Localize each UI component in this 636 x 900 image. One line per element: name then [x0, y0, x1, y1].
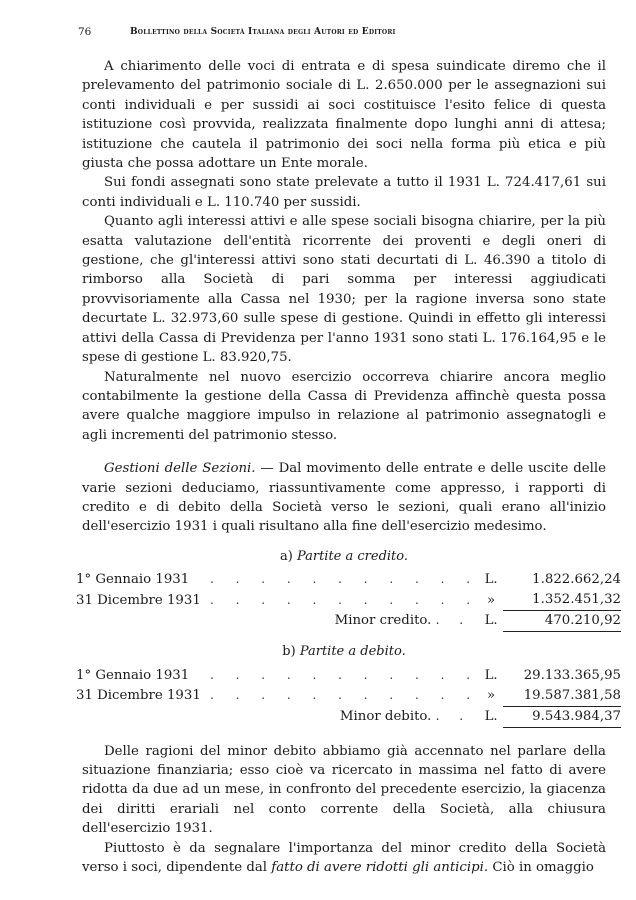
row-currency: L.: [484, 572, 498, 588]
section-heading: Gestioni delle Sezioni.: [104, 461, 256, 477]
table-row-total: [76, 706, 621, 727]
total-currency: L.: [484, 708, 498, 724]
paragraph-7-start: Piuttosto è da segnalare l'importanza del minor credito della Società verso i soci, dipendente dal: [82, 840, 606, 875]
section-text: — Dal movimento delle entrate e delle uscite delle varie sezioni deduciamo, riassuntivamente come appresso, i rapporti di credito e di debito della Società verso le sezioni, quali erano all'inizio dell'esercizio 1931 i quali risultano alla fine dell'esercizio medesimo.: [82, 461, 607, 535]
table-row: [76, 570, 621, 590]
total-dots: . .: [435, 708, 472, 723]
paragraph-1: A chiarimento delle voci di entrata e di spesa suindicate diremo che il prelevamento del patrimonio sociale di L. 2.650.000 per le assegnazioni sui conti individuali e per sussidi ai soci costituisce l'esito felice di questa istituzione così provvida, realizzata finalmente dopo lunghi anni di attesa; istituzione che cautela il patrimonio dei soci nella forma più etica e più giusta che possa adottare un Ente morale.: [82, 59, 606, 172]
paragraph-6: Delle ragioni del minor debito abbiamo già accennato nel parlare della situazione finanziaria; esso cioè va ricercato in massima nel fatto di avere ridotta da due ad un mese, in confronto del precedente esercizio, la giacenza dei diritti erariali nel conto corrente della Società, alla chiusura dell'esercizio 1931.: [82, 743, 606, 837]
table-row: [76, 666, 621, 686]
row-amount: 19.587.381,58: [503, 686, 621, 707]
leader-dots: . . . . . . . . . . .: [210, 572, 480, 587]
row-amount: 1.352.451,32: [503, 590, 621, 611]
row-amount: 29.133.365,95: [523, 667, 621, 683]
paragraph-7-end: Ciò in omaggio: [488, 860, 594, 875]
row-currency: L.: [484, 667, 498, 683]
row-currency: »: [487, 592, 496, 608]
total-dots: . .: [435, 613, 472, 628]
paragraph-2: Sui fondi assegnati sono state prelevate a tutto il 1931 L. 724.417,61 sui conti individuali e L. 110.740 per sussidi.: [82, 175, 606, 210]
table-row-total: [76, 611, 621, 632]
row-date: 1° Gennaio 1931: [76, 667, 190, 683]
subtitle-debit: [82, 642, 606, 661]
total-currency: L.: [484, 613, 498, 629]
subtitle-debit-title: Partite a debito.: [299, 644, 406, 660]
leader-dots: . . . . . . . . . . .: [210, 667, 480, 682]
total-amount: 9.543.984,37: [503, 706, 621, 727]
body-text: [76, 57, 621, 877]
page-number: 76: [78, 26, 92, 38]
table-row: [76, 686, 621, 707]
row-date: 1° Gennaio 1931: [76, 572, 190, 588]
total-label: Minor credito.: [334, 613, 432, 629]
leader-dots: . . . . . . . . . . .: [210, 688, 480, 703]
subtitle-credit: [82, 547, 606, 566]
running-title: Bollettino della Società Italiana degli Autori ed Editori: [130, 27, 396, 37]
running-header: [78, 26, 608, 42]
paragraph-7: [82, 839, 606, 878]
total-label: Minor debito.: [339, 708, 432, 724]
credit-table: [76, 570, 621, 632]
row-date: 31 Dicembre 1931: [76, 688, 201, 704]
paragraph-4: Naturalmente nel nuovo esercizio occorreva chiarire ancora meglio contabilmente la gestione della Cassa di Previdenza affinchè questa possa avere qualche maggiore impulso in relazione al patrimonio assegnatogli e agli incrementi del patrimonio stesso.: [82, 369, 606, 443]
paragraph-3: Quanto agli interessi attivi e alle spese sociali bisogna chiarire, per la più esatta valutazione dell'entità ricorrente dei proventi e degli oneri di gestione, che gl'interessi attivi sono stati decurtati di L. 46.390 a titolo di rimborso alla Società di pari somma per interessi aggiudicati provvisoriamente alla Cassa nel 1930; per la ragione inversa sono state decurtate L. 32.973,60 sulle spese di gestione. Quindi in effetto gli interessi attivi della Cassa di Previdenza per l'anno 1931 sono stati L. 176.164,95 e le spese di gestione L. 83.920,75.: [82, 214, 606, 366]
paragraph-sections: [82, 459, 606, 537]
debit-table: [76, 666, 621, 728]
subtitle-credit-title: Partite a credito.: [296, 548, 409, 564]
subtitle-debit-letter: b): [282, 644, 296, 660]
paragraph-7-emphasis: fatto di avere ridotti gli anticipi.: [271, 860, 489, 875]
row-amount: 1.822.662,24: [532, 572, 621, 588]
table-row: [76, 590, 621, 611]
row-date: 31 Dicembre 1931: [76, 592, 201, 608]
leader-dots: . . . . . . . . . . .: [210, 592, 480, 607]
row-currency: »: [487, 688, 496, 704]
subtitle-credit-letter: a): [279, 548, 293, 564]
total-amount: 470.210,92: [503, 611, 621, 632]
